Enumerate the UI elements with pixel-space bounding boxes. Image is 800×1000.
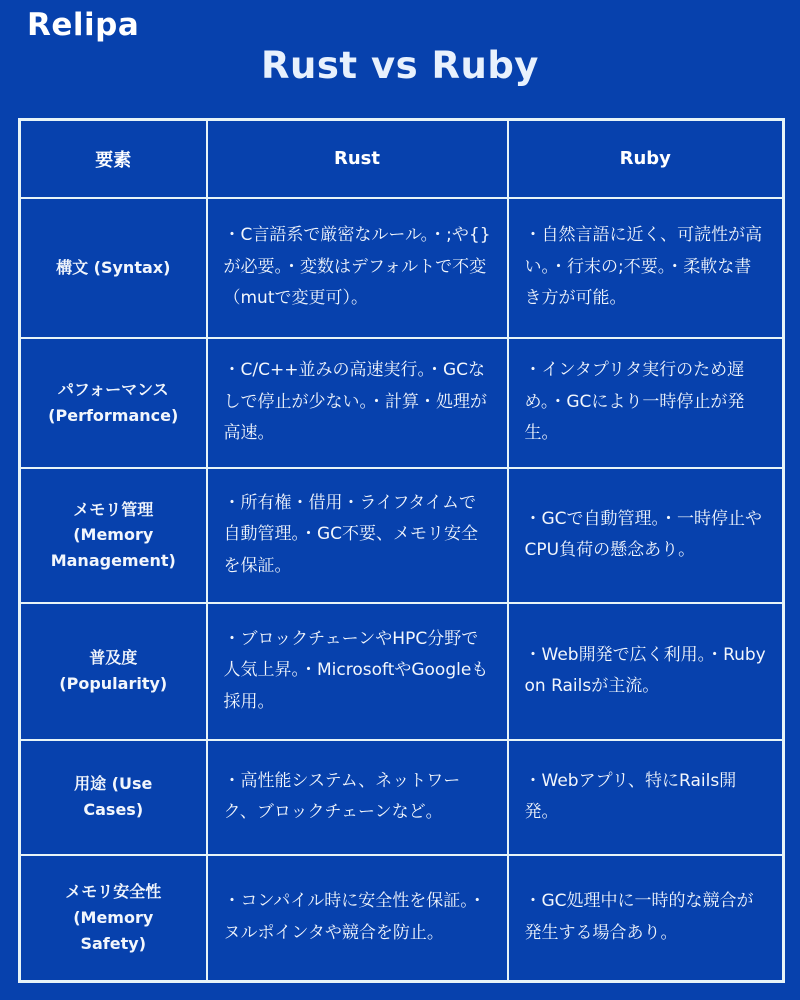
feature-cell: 用途 (Use Cases) [20,740,207,855]
ruby-cell: ・Web開発で広く利用。・Ruby on Railsが主流。 [508,603,784,740]
relipa-logo-text: Relipa [27,7,140,43]
feature-cell: メモリ安全性 (Memory Safety) [20,855,207,982]
header-cell-rust: Rust [207,120,508,198]
table-row [20,338,784,468]
ruby-cell: ・Webアプリ、特にRails開発。 [508,740,784,855]
table-row [20,198,784,338]
feature-cell: 構文 (Syntax) [20,198,207,338]
ruby-cell: ・自然言語に近く、可読性が高い。・行末の;不要。・柔軟な書き方が可能。 [508,198,784,338]
feature-cell: メモリ管理 (Memory Management) [20,468,207,603]
table-row [20,740,784,855]
rust-cell: ・C/C++並みの高速実行。・GCなしで停止が少ない。・計算・処理が高速。 [207,338,508,468]
table-row [20,468,784,603]
page-title: Rust vs Ruby [261,44,539,87]
table-row [20,603,784,740]
rust-cell: ・コンパイル時に安全性を保証。・ヌルポインタや競合を防止。 [207,855,508,982]
table-row [20,855,784,982]
header-cell-feature: 要素 [20,120,207,198]
ruby-cell: ・GC処理中に一時的な競合が発生する場合あり。 [508,855,784,982]
header-row [20,120,784,198]
ruby-cell: ・GCで自動管理。・一時停止やCPU負荷の懸念あり。 [508,468,784,603]
rust-cell: ・所有権・借用・ライフタイムで自動管理。・GC不要、メモリ安全を保証。 [207,468,508,603]
rust-cell: ・C言語系で厳密なルール。・;や{} が必要。・変数はデフォルトで不変（mutで変更可）。 [207,198,508,338]
comparison-table [18,118,785,983]
feature-cell: 普及度 (Popularity) [20,603,207,740]
rust-cell: ・ブロックチェーンやHPC分野で人気上昇。・MicrosoftやGoogleも採用。 [207,603,508,740]
feature-cell: パフォーマンス (Performance) [20,338,207,468]
relipa-logo [27,7,140,43]
header-cell-ruby: Ruby [508,120,784,198]
ruby-cell: ・インタプリタ実行のため遅め。・GCにより一時停止が発生。 [508,338,784,468]
rust-cell: ・高性能システム、ネットワーク、ブロックチェーンなど。 [207,740,508,855]
